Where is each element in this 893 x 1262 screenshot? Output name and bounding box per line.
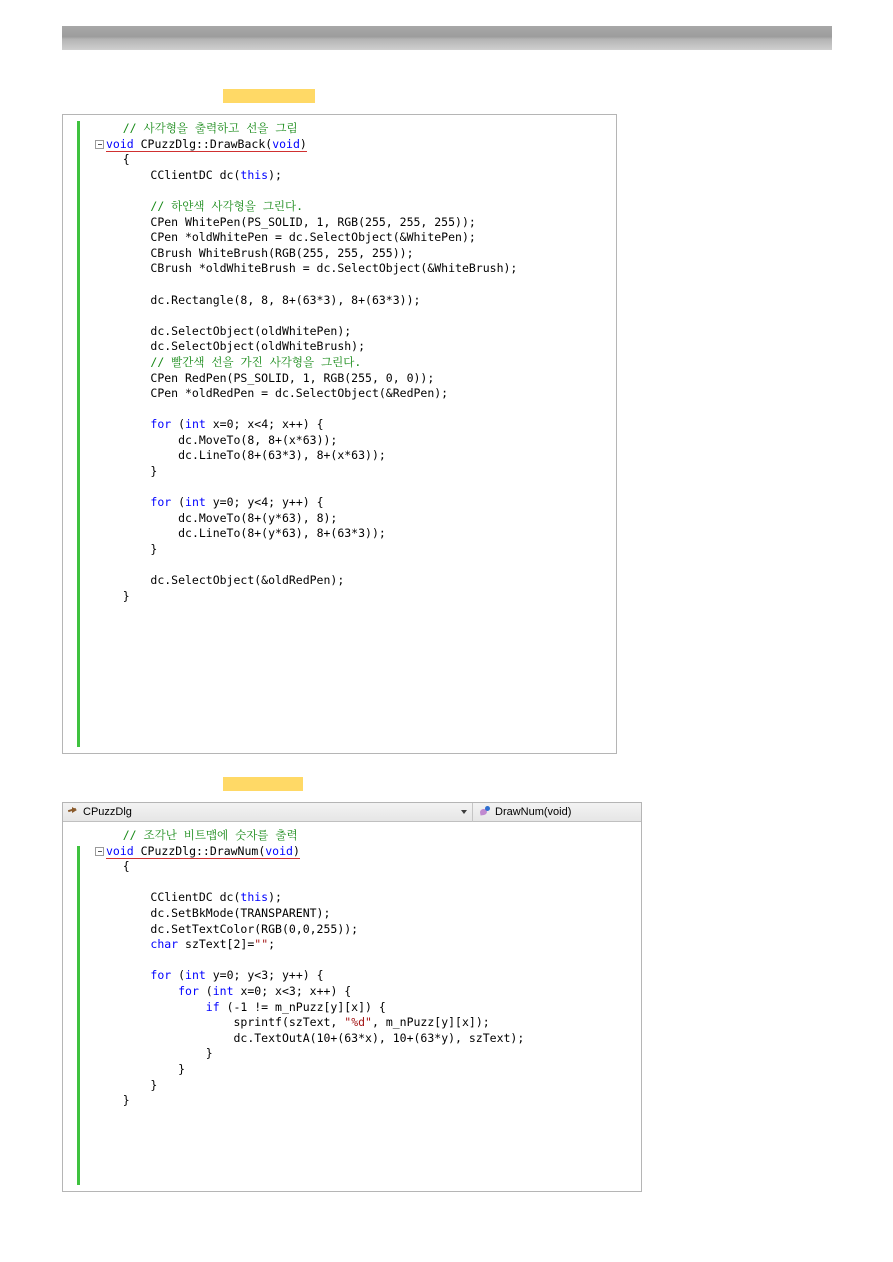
code-line [95, 968, 637, 984]
code-token: } [178, 1061, 186, 1076]
code-token: CBrush WhiteBrush(RGB(255, 255, 255)); [150, 245, 414, 260]
code-line-text [95, 495, 324, 509]
member-dropdown[interactable] [473, 803, 641, 822]
code-token: CPen *oldWhitePen = dc.SelectObject(&WhitePen); [150, 230, 476, 245]
collapse-toggle-icon[interactable] [95, 140, 104, 149]
code-token: ) [299, 136, 307, 151]
code-line-text [95, 968, 324, 982]
code-gutter [63, 115, 89, 753]
code-line-text [95, 828, 298, 842]
code-token: CBrush *oldWhiteBrush = dc.SelectObject(&WhiteBrush); [150, 261, 518, 276]
class-dropdown-label: CPuzzDlg [83, 806, 132, 818]
code-token: int [185, 495, 213, 510]
code-line-text [95, 246, 414, 260]
code-line-text [95, 1046, 213, 1060]
code-line-text [95, 230, 476, 244]
code-line [95, 199, 612, 215]
code-line [95, 844, 637, 860]
code-token: void [106, 843, 141, 858]
code-line [95, 495, 612, 511]
code-line [95, 526, 612, 542]
code-line-text [95, 199, 303, 213]
code-line-text [95, 448, 386, 462]
code-line-text [95, 215, 476, 229]
code-line-text [95, 464, 157, 478]
code-line [95, 1046, 637, 1062]
code-line-text [95, 859, 130, 873]
code-token: } [122, 1093, 130, 1108]
code-line [95, 1062, 637, 1078]
code-line [95, 261, 612, 277]
code-token: int [185, 417, 213, 432]
code-token: dc.Rectangle(8, 8, 8+(63*3), 8+(63*3)); [150, 292, 421, 307]
code-line [95, 277, 612, 293]
code-token: y=0; y<4; y++) { [212, 495, 324, 510]
code-token: void [106, 136, 141, 151]
code-line-text [95, 261, 517, 275]
code-token: int [212, 983, 241, 998]
code-token: { [122, 859, 130, 874]
code-line [95, 339, 612, 355]
code-token: dc.SetBkMode(TRANSPARENT); [150, 905, 331, 920]
code-line [95, 464, 612, 480]
ide-navigation-bar [63, 803, 641, 822]
collapse-toggle-icon[interactable] [95, 847, 104, 856]
code-line [95, 1093, 637, 1109]
code-line [95, 183, 612, 199]
code-line-text [95, 339, 365, 353]
code-line-text [95, 324, 351, 338]
code-token: x=0; x<4; x++) { [212, 417, 324, 432]
code-token: for [150, 968, 179, 983]
code-token: sprintf(szText, [233, 1015, 345, 1030]
code-line-text [95, 542, 157, 556]
code-line [95, 355, 612, 371]
code-line [95, 859, 637, 875]
code-token: char [150, 937, 186, 952]
code-token: void [272, 136, 300, 151]
code-token: CPuzzDlg::DrawBack( [140, 136, 273, 151]
code-token: CPuzzDlg::DrawNum( [140, 843, 266, 858]
code-token: "" [254, 937, 269, 952]
code-line [95, 511, 612, 527]
class-dropdown[interactable] [63, 803, 473, 822]
code-line [95, 906, 637, 922]
code-token: ); [268, 167, 282, 182]
code-line [95, 308, 612, 324]
code-token: dc.LineTo(8+(63*3), 8+(x*63)); [178, 448, 386, 463]
page-header-bar [62, 26, 832, 50]
code-text-drawback [89, 115, 616, 610]
code-token: { [122, 152, 130, 167]
code-line-text [95, 433, 337, 447]
code-token: if [205, 999, 227, 1014]
code-line-text [95, 1000, 386, 1014]
code-line [95, 953, 637, 969]
member-dropdown-label: DrawNum(void) [495, 806, 572, 818]
code-line [95, 1031, 637, 1047]
code-line-text [95, 526, 386, 540]
code-token: ) [292, 843, 300, 858]
code-line-text [95, 1015, 490, 1029]
code-line-text [95, 121, 298, 135]
code-line-text [95, 417, 324, 431]
change-marker-bar [77, 846, 80, 1185]
code-token: ( [205, 983, 213, 998]
code-line-text [95, 293, 420, 307]
code-token: CPen RedPen(PS_SOLID, 1, RGB(255, 0, 0)); [150, 370, 435, 385]
code-line [95, 875, 637, 891]
code-token: CPen *oldRedPen = dc.SelectObject(&RedPen); [150, 386, 449, 401]
code-text-drawnum [89, 822, 641, 1115]
code-token: dc.SetTextColor(RGB(0,0,255)); [150, 921, 359, 936]
chevron-down-icon[interactable] [461, 810, 467, 814]
code-line-text [95, 1078, 157, 1092]
method-icon [479, 806, 491, 818]
code-token: // 조각난 비트맵에 숫자를 출력 [122, 828, 298, 842]
code-token: ( [178, 495, 186, 510]
code-token: } [150, 1077, 158, 1092]
code-line [95, 589, 612, 605]
code-gutter [63, 822, 89, 1191]
code-line-text [95, 511, 337, 525]
code-line [95, 293, 612, 309]
code-line [95, 573, 612, 589]
code-token: for [178, 983, 206, 998]
code-line-text [95, 168, 282, 182]
code-line [95, 324, 612, 340]
code-token: CClientDC dc( [150, 167, 241, 182]
code-line [95, 246, 612, 262]
code-line [95, 417, 612, 433]
code-line-text [95, 1031, 524, 1045]
code-token: CClientDC dc( [150, 890, 241, 905]
code-line [95, 137, 612, 153]
code-token: void [265, 843, 293, 858]
code-line [95, 1000, 637, 1016]
code-line [95, 433, 612, 449]
code-line [95, 1015, 637, 1031]
code-line-text [95, 573, 344, 587]
code-line-text [95, 1093, 130, 1107]
code-token: } [205, 1046, 213, 1061]
change-marker-bar [77, 121, 80, 747]
code-token: ); [268, 890, 282, 905]
code-line [95, 402, 612, 418]
code-line-text [95, 922, 358, 936]
code-token: CPen WhitePen(PS_SOLID, 1, RGB(255, 255, 255)); [150, 214, 476, 229]
code-line-text [95, 984, 351, 998]
code-line [95, 215, 612, 231]
code-token: dc.SelectObject(&oldRedPen); [150, 573, 345, 588]
code-token: int [185, 968, 213, 983]
code-line-text [95, 589, 130, 603]
code-line [95, 121, 612, 137]
code-line [95, 480, 612, 496]
highlight-mark-2 [223, 777, 303, 791]
code-listing-drawback [62, 114, 617, 754]
code-line [95, 558, 612, 574]
code-line-text [95, 371, 434, 385]
highlight-mark-1 [223, 89, 315, 103]
code-token: for [150, 495, 179, 510]
code-token: } [150, 464, 158, 479]
code-token: ( [178, 968, 186, 983]
code-line-text [106, 844, 300, 859]
code-line [95, 828, 637, 844]
code-token: , m_nPuzz[y][x]); [371, 1015, 490, 1030]
code-line-text [95, 1062, 185, 1076]
code-line-text [95, 890, 282, 904]
code-token: dc.SelectObject(oldWhiteBrush); [150, 339, 366, 354]
code-line-text [95, 386, 448, 400]
code-line [95, 542, 612, 558]
code-line [95, 168, 612, 184]
code-line [95, 230, 612, 246]
code-listing-drawnum [62, 802, 642, 1192]
code-token: this [240, 890, 269, 905]
code-line [95, 890, 637, 906]
code-line [95, 984, 637, 1000]
code-token: // 빨간색 선을 가진 사각형을 그린다. [150, 354, 362, 369]
code-token: ; [268, 937, 276, 952]
code-line-text [106, 137, 307, 152]
code-token: // 사각형을 출력하고 선을 그림 [122, 121, 298, 135]
code-line-text [95, 906, 330, 920]
code-token: (-1 != m_nPuzz[y][x]) { [226, 999, 386, 1014]
code-line [95, 448, 612, 464]
code-token: dc.LineTo(8+(y*63), 8+(63*3)); [178, 526, 386, 541]
code-token: dc.TextOutA(10+(63*x), 10+(63*y), szText); [233, 1030, 525, 1045]
code-line [95, 371, 612, 387]
code-token: this [240, 167, 269, 182]
code-token: } [122, 588, 130, 603]
code-token: szText[2]= [185, 937, 255, 952]
code-line [95, 152, 612, 168]
code-token: dc.SelectObject(oldWhitePen); [150, 323, 352, 338]
code-line-text [95, 152, 130, 166]
code-line [95, 1078, 637, 1094]
code-line [95, 386, 612, 402]
code-line [95, 937, 637, 953]
code-token: // 하얀색 사각형을 그린다. [150, 198, 304, 213]
code-token: dc.MoveTo(8, 8+(x*63)); [178, 432, 338, 447]
class-icon [67, 806, 79, 818]
code-line-text [95, 937, 275, 951]
code-token: x=0; x<3; x++) { [240, 983, 352, 998]
code-token: y=0; y<3; y++) { [212, 968, 324, 983]
code-token: } [150, 542, 158, 557]
code-token: dc.MoveTo(8+(y*63), 8); [178, 510, 338, 525]
code-line [95, 922, 637, 938]
code-line-text [95, 355, 361, 369]
code-token: for [150, 417, 179, 432]
code-token: "%d" [344, 1015, 372, 1030]
code-token: ( [178, 417, 186, 432]
